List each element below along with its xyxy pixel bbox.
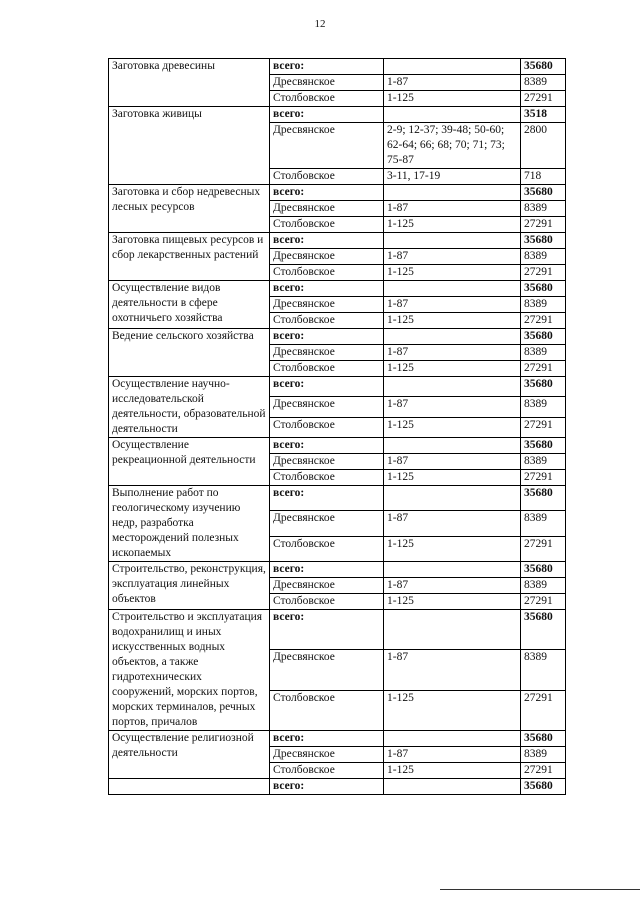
total-label-cell: всего:: [270, 59, 384, 75]
forestry-cell: Столбовское: [270, 361, 384, 377]
total-area-cell: 35680: [521, 59, 566, 75]
quarters-cell: [384, 59, 521, 75]
quarters-cell: 1-87: [384, 345, 521, 361]
area-cell: 8389: [521, 297, 566, 313]
forestry-cell: Столбовское: [270, 217, 384, 233]
page-number: 12: [314, 18, 326, 30]
quarters-cell: 1-87: [384, 397, 521, 417]
area-cell: 8389: [521, 747, 566, 763]
total-label-cell: всего:: [270, 185, 384, 201]
total-label-cell: всего:: [270, 107, 384, 123]
forestry-cell: Столбовское: [270, 265, 384, 281]
forestry-cell: Столбовское: [270, 536, 384, 561]
quarters-cell: 1-125: [384, 690, 521, 730]
total-label-cell: всего:: [270, 562, 384, 578]
total-label-cell: всего:: [270, 233, 384, 249]
area-cell: 8389: [521, 578, 566, 594]
quarters-cell: 1-87: [384, 511, 521, 536]
forestry-cell: Столбовское: [270, 313, 384, 329]
quarters-cell: 1-125: [384, 417, 521, 437]
area-cell: 27291: [521, 313, 566, 329]
purpose-cell: Строительство и эксплуатация водохранилищ и иных искусственных водных объектов, а также гидротехнических сооружений, морских портов, морских терминалов, речных портов, причалов: [109, 610, 270, 731]
quarters-cell: 2-9; 12-37; 39-48; 50-60; 62-64; 66; 68; 70; 71; 73; 75-87: [384, 123, 521, 169]
forestry-cell: Дресвянское: [270, 123, 384, 169]
quarters-cell: 1-87: [384, 297, 521, 313]
quarters-cell: 1-125: [384, 361, 521, 377]
quarters-cell: [384, 185, 521, 201]
forest-use-table: [108, 58, 566, 795]
quarters-cell: [384, 377, 521, 397]
area-cell: 718: [521, 169, 566, 185]
area-cell: 27291: [521, 265, 566, 281]
area-cell: 2800: [521, 123, 566, 169]
bottom-rule: [440, 889, 640, 890]
total-area-cell: 35680: [521, 233, 566, 249]
purpose-cell: Осуществление религиозной деятельности: [109, 731, 270, 779]
area-cell: 8389: [521, 249, 566, 265]
total-label-cell: всего:: [270, 329, 384, 345]
quarters-cell: [384, 562, 521, 578]
total-area-cell: 35680: [521, 779, 566, 795]
quarters-cell: [384, 107, 521, 123]
quarters-cell: 3-11, 17-19: [384, 169, 521, 185]
total-label-cell: всего:: [270, 610, 384, 650]
quarters-cell: 1-125: [384, 470, 521, 486]
purpose-cell: [109, 779, 270, 795]
area-cell: 27291: [521, 217, 566, 233]
area-cell: 27291: [521, 690, 566, 730]
forestry-cell: Дресвянское: [270, 454, 384, 470]
table-row-total: [109, 107, 566, 123]
forestry-cell: Дресвянское: [270, 578, 384, 594]
forestry-cell: Дресвянское: [270, 511, 384, 536]
forestry-cell: Дресвянское: [270, 297, 384, 313]
total-label-cell: всего:: [270, 281, 384, 297]
quarters-cell: [384, 610, 521, 650]
total-area-cell: 35680: [521, 377, 566, 397]
forestry-cell: Столбовское: [270, 169, 384, 185]
table-row-total: [109, 281, 566, 297]
area-cell: 27291: [521, 763, 566, 779]
total-label-cell: всего:: [270, 486, 384, 511]
area-cell: 8389: [521, 397, 566, 417]
area-cell: 27291: [521, 594, 566, 610]
total-label-cell: всего:: [270, 779, 384, 795]
forestry-cell: Столбовское: [270, 417, 384, 437]
quarters-cell: 1-125: [384, 217, 521, 233]
quarters-cell: [384, 438, 521, 454]
total-area-cell: 35680: [521, 486, 566, 511]
table-row-total: [109, 779, 566, 795]
area-cell: 27291: [521, 470, 566, 486]
table-body: [109, 59, 566, 795]
quarters-cell: 1-87: [384, 650, 521, 690]
quarters-cell: 1-87: [384, 747, 521, 763]
table-row-total: [109, 329, 566, 345]
quarters-cell: 1-87: [384, 201, 521, 217]
quarters-cell: [384, 281, 521, 297]
quarters-cell: 1-125: [384, 536, 521, 561]
quarters-cell: 1-125: [384, 91, 521, 107]
total-area-cell: 35680: [521, 562, 566, 578]
forestry-cell: Дресвянское: [270, 747, 384, 763]
forestry-cell: Столбовское: [270, 594, 384, 610]
total-area-cell: 3518: [521, 107, 566, 123]
quarters-cell: [384, 329, 521, 345]
table-row-total: [109, 59, 566, 75]
area-cell: 27291: [521, 361, 566, 377]
purpose-cell: Строительство, реконструкция, эксплуатация линейных объектов: [109, 562, 270, 610]
table-row-total: [109, 562, 566, 578]
area-cell: 8389: [521, 75, 566, 91]
forestry-cell: Столбовское: [270, 690, 384, 730]
quarters-cell: 1-87: [384, 75, 521, 91]
total-label-cell: всего:: [270, 731, 384, 747]
forestry-cell: Столбовское: [270, 470, 384, 486]
quarters-cell: 1-125: [384, 313, 521, 329]
quarters-cell: 1-87: [384, 578, 521, 594]
purpose-cell: Ведение сельского хозяйства: [109, 329, 270, 377]
total-area-cell: 35680: [521, 281, 566, 297]
forestry-cell: Дресвянское: [270, 650, 384, 690]
area-cell: 8389: [521, 454, 566, 470]
table-row-total: [109, 233, 566, 249]
quarters-cell: [384, 486, 521, 511]
total-area-cell: 35680: [521, 438, 566, 454]
forestry-cell: Дресвянское: [270, 201, 384, 217]
quarters-cell: [384, 233, 521, 249]
table-row-total: [109, 438, 566, 454]
purpose-cell: Заготовка и сбор недревесных лесных ресурсов: [109, 185, 270, 233]
quarters-cell: 1-125: [384, 763, 521, 779]
table-row-total: [109, 377, 566, 397]
total-area-cell: 35680: [521, 731, 566, 747]
total-label-cell: всего:: [270, 377, 384, 397]
purpose-cell: Осуществление научно-исследовательской деятельности, образовательной деятельности: [109, 377, 270, 438]
purpose-cell: Заготовка древесины: [109, 59, 270, 107]
forestry-cell: Дресвянское: [270, 345, 384, 361]
area-cell: 8389: [521, 511, 566, 536]
purpose-cell: Осуществление рекреационной деятельности: [109, 438, 270, 486]
quarters-cell: 1-87: [384, 249, 521, 265]
total-area-cell: 35680: [521, 610, 566, 650]
purpose-cell: Заготовка живицы: [109, 107, 270, 185]
quarters-cell: 1-87: [384, 454, 521, 470]
table-row-total: [109, 486, 566, 511]
forestry-cell: Дресвянское: [270, 75, 384, 91]
purpose-cell: Осуществление видов деятельности в сфере охотничьего хозяйства: [109, 281, 270, 329]
forestry-cell: Столбовское: [270, 763, 384, 779]
purpose-cell: Заготовка пищевых ресурсов и сбор лекарственных растений: [109, 233, 270, 281]
purpose-cell: Выполнение работ по геологическому изучению недр, разработка месторождений полезных ископаемых: [109, 486, 270, 562]
area-cell: 8389: [521, 345, 566, 361]
table-row-total: [109, 185, 566, 201]
area-cell: 8389: [521, 201, 566, 217]
total-label-cell: всего:: [270, 438, 384, 454]
table-row-total: [109, 610, 566, 650]
area-cell: 27291: [521, 417, 566, 437]
quarters-cell: [384, 779, 521, 795]
quarters-cell: 1-125: [384, 265, 521, 281]
total-area-cell: 35680: [521, 329, 566, 345]
table-row-total: [109, 731, 566, 747]
total-area-cell: 35680: [521, 185, 566, 201]
forestry-cell: Дресвянское: [270, 249, 384, 265]
area-cell: 27291: [521, 91, 566, 107]
forestry-cell: Дресвянское: [270, 397, 384, 417]
forestry-cell: Столбовское: [270, 91, 384, 107]
area-cell: 8389: [521, 650, 566, 690]
area-cell: 27291: [521, 536, 566, 561]
quarters-cell: 1-125: [384, 594, 521, 610]
quarters-cell: [384, 731, 521, 747]
